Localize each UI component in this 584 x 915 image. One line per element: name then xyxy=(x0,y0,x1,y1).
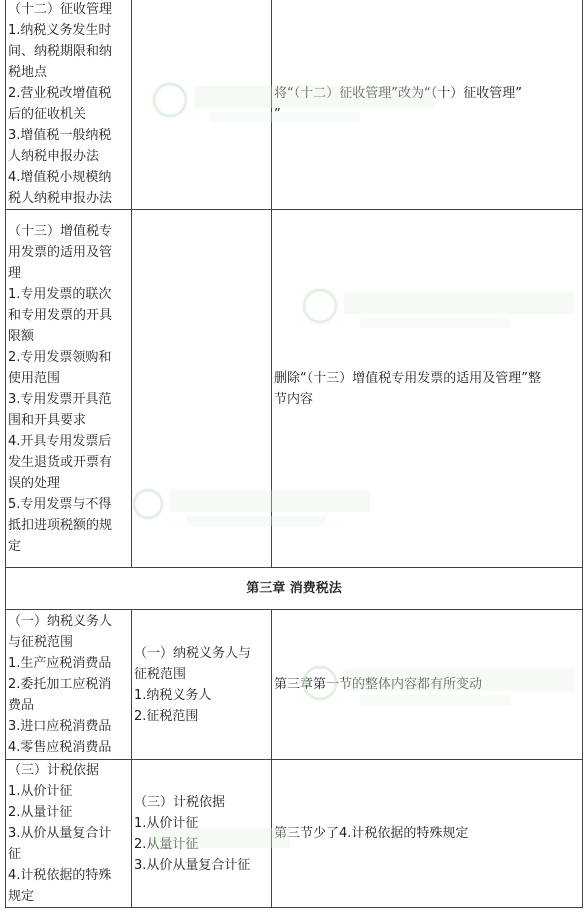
text-line: （十三）增值税专 xyxy=(8,223,113,239)
text-line: 与征税范围 xyxy=(8,635,74,650)
change-note-cell xyxy=(272,610,583,760)
text-line: 费品 xyxy=(8,698,35,713)
text-line: 4.零售应税消费品 xyxy=(8,740,112,755)
text-line: 3.从价从量复合计征 xyxy=(134,857,251,873)
text-line: 3.增值税一般纳税 xyxy=(8,128,112,143)
text-line: 删除“（十三）增值税专用发票的适用及管理”整 xyxy=(274,370,541,386)
text-line: 1.生产应税消费品 xyxy=(8,656,112,671)
text-line: （三）计税依据 xyxy=(8,763,100,778)
text-line: 间、纳税期限和纳 xyxy=(8,44,113,59)
text-line: 4.计税依据的特殊 xyxy=(8,868,112,883)
text-line: 1.从价计征 xyxy=(134,815,199,831)
text-line: 和专用发票的开具 xyxy=(8,307,113,323)
text-line: 税地点 xyxy=(8,65,48,80)
text-line: 人纳税申报办法 xyxy=(8,149,100,164)
text-line: 将“（十二）征收管理”改为“（十）征收管理” xyxy=(274,86,522,101)
chapter-heading: 第三章 消费税法 xyxy=(6,568,583,610)
text-line: 征税范围 xyxy=(134,666,187,682)
text-line: 1.从价计征 xyxy=(8,784,73,799)
text-line: （一）纳税义务人 xyxy=(8,614,113,629)
text-line: 税人纳税申报办法 xyxy=(8,191,113,206)
new-content-cell xyxy=(132,760,272,908)
text-line: 4.增值税小规模纳 xyxy=(8,170,112,185)
text-line: 抵扣进项税额的规 xyxy=(8,517,113,533)
text-line: 使用范围 xyxy=(8,370,61,386)
text-line: 规定 xyxy=(8,889,35,904)
table-row xyxy=(6,760,583,908)
text-line: 后的征收机关 xyxy=(8,107,87,122)
text-line: 发生退货或开票有 xyxy=(8,454,113,470)
text-line: （一）纳税义务人与 xyxy=(134,645,252,661)
text-line: （十二）征收管理 xyxy=(8,2,113,17)
new-content-cell xyxy=(132,210,272,568)
table-row xyxy=(6,610,583,760)
old-content-cell xyxy=(6,610,132,760)
text-line: 节内容 xyxy=(274,391,314,407)
text-line: 定 xyxy=(8,538,22,554)
change-note-cell xyxy=(272,210,583,568)
text-line: 1.纳税义务人 xyxy=(134,687,212,703)
text-line: 第三章第一节的整体内容都有所变动 xyxy=(274,677,483,692)
old-content-cell xyxy=(6,210,132,568)
text-line: 3.从价从量复合计 xyxy=(8,826,112,841)
text-line: ” xyxy=(274,107,281,122)
text-line: 3.进口应税消费品 xyxy=(8,719,112,734)
old-content-cell xyxy=(6,0,132,210)
text-line: 5.专用发票与不得 xyxy=(8,496,112,512)
new-content-cell xyxy=(132,610,272,760)
text-line: 征 xyxy=(8,847,22,862)
text-line: 2.营业税改增值税 xyxy=(8,86,112,101)
text-line: 3.专用发票开具范 xyxy=(8,391,112,407)
comparison-table xyxy=(5,0,583,908)
text-line: 限额 xyxy=(8,328,35,344)
text-line: 围和开具要求 xyxy=(8,412,87,428)
chapter-row xyxy=(6,568,583,610)
new-content-cell xyxy=(132,0,272,210)
change-note-cell xyxy=(272,760,583,908)
old-content-cell xyxy=(6,760,132,908)
text-line: 2.从量计征 xyxy=(134,836,199,852)
table-row xyxy=(6,0,583,210)
text-line: （三）计税依据 xyxy=(134,794,226,810)
table-row xyxy=(6,210,583,568)
text-line: 用发票的适用及管 xyxy=(8,244,113,260)
text-line: 误的处理 xyxy=(8,475,61,491)
text-line: 2.从量计征 xyxy=(8,805,73,820)
text-line: 1.纳税义务发生时 xyxy=(8,23,112,38)
text-line: 2.委托加工应税消 xyxy=(8,677,112,692)
text-line: 1.专用发票的联次 xyxy=(8,286,112,302)
text-line: 4.开具专用发票后 xyxy=(8,433,112,449)
text-line: 第三节少了4.计税依据的特殊规定 xyxy=(274,826,469,841)
text-line: 理 xyxy=(8,265,22,281)
text-line: 2.征税范围 xyxy=(134,708,199,724)
change-note-cell xyxy=(272,0,583,210)
text-line: 2.专用发票领购和 xyxy=(8,349,112,365)
